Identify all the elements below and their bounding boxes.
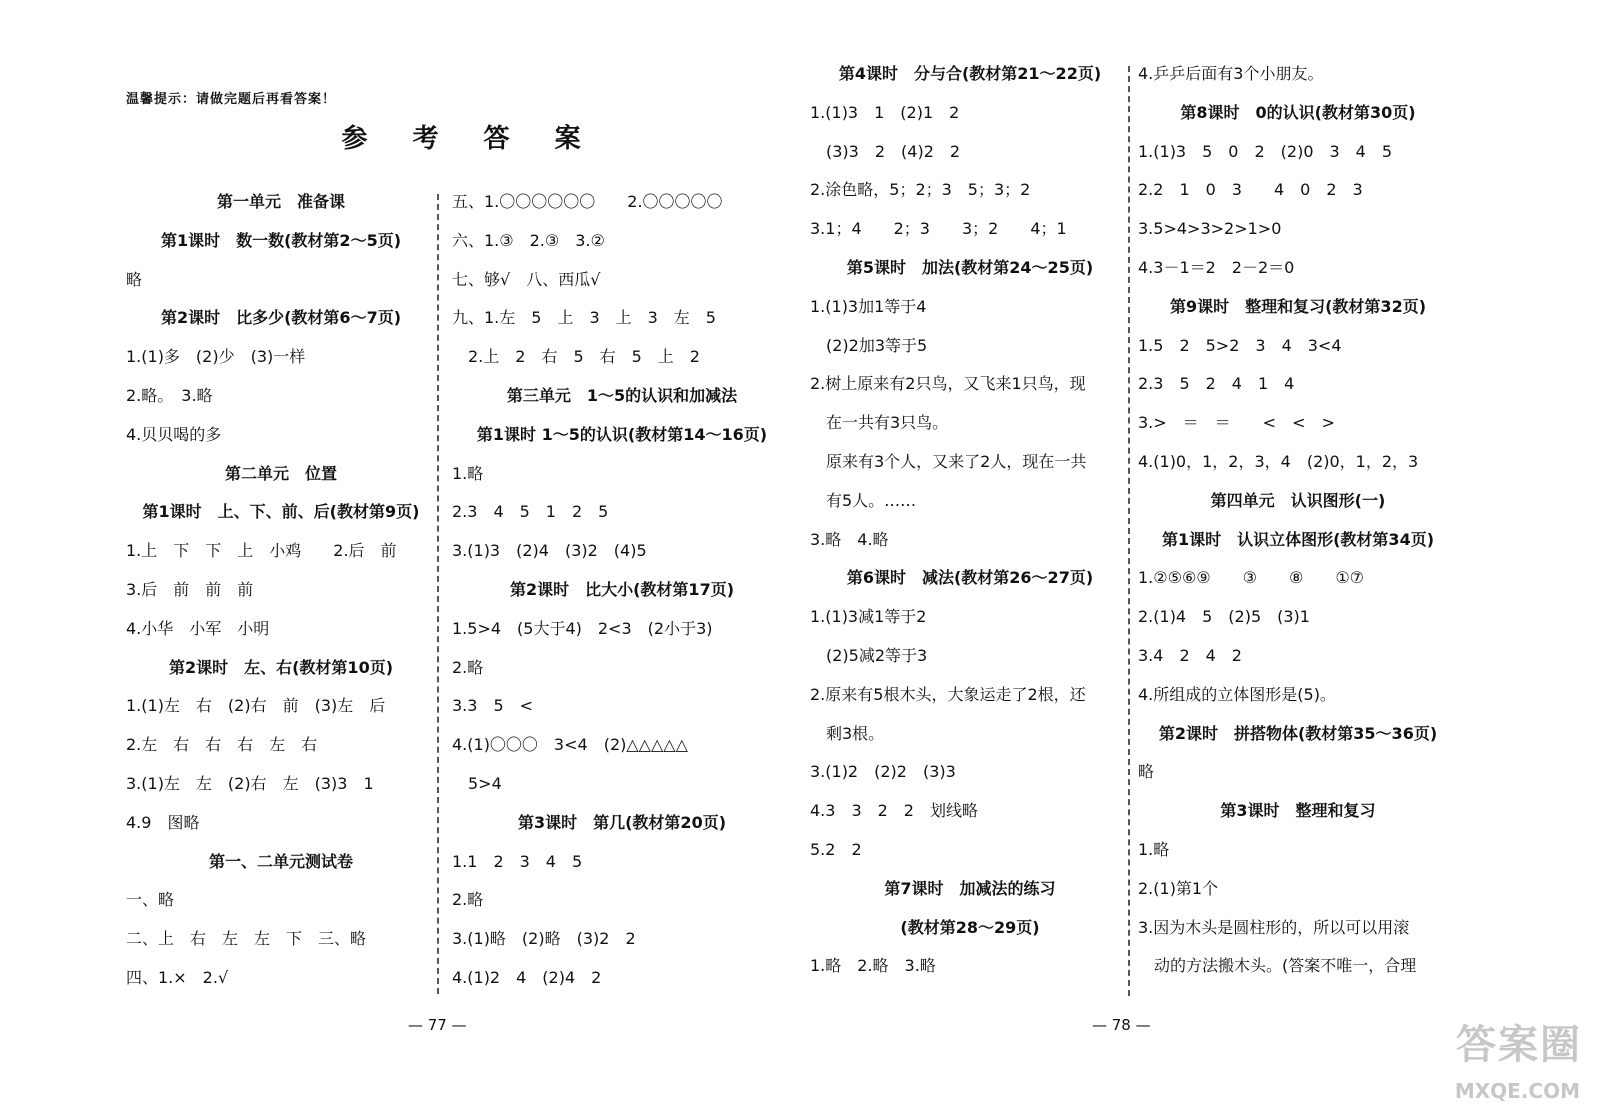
answer-line: 4.3－1＝2 2－2＝0 bbox=[1138, 258, 1295, 277]
answer-line: 七、够√ 八、西瓜√ bbox=[452, 269, 601, 289]
answer-line: 1.略 bbox=[452, 463, 484, 483]
answer-line: 1.1 2 3 4 5 bbox=[452, 851, 583, 871]
answer-line: 5.2 2 bbox=[810, 840, 862, 859]
watermark-url: MXQE.COM bbox=[1454, 1079, 1580, 1103]
answer-line: 3.(1)2 (2)2 (3)3 bbox=[810, 762, 956, 782]
answer-line: 1.略 2.略 3.略 bbox=[810, 956, 936, 976]
section-heading: 第7课时 加减法的练习 bbox=[884, 878, 1056, 898]
answer-line: 3.后 前 前 前 bbox=[126, 580, 254, 599]
answer-line: 1.②⑤⑥⑨ ③ ⑧ ①⑦ bbox=[1138, 568, 1365, 588]
answer-line: 4.(1)〇〇〇 3<4 (2)△△△△△ bbox=[452, 735, 688, 755]
watermark-logo bbox=[1372, 1013, 1582, 1103]
section-heading: 第2课时 拼搭物体(教材第35～36页) bbox=[1158, 723, 1438, 743]
section-heading: 第2课时 左、右(教材第10页) bbox=[168, 657, 394, 677]
answer-line: 2.(1)4 5 (2)5 (3)1 bbox=[1138, 607, 1310, 627]
section-heading: 第2课时 比多少(教材第6～7页) bbox=[160, 308, 402, 328]
answer-line: 九、1.左 5 上 3 上 3 左 5 bbox=[452, 308, 716, 328]
answer-line: 在一共有3只鸟。 bbox=[810, 413, 949, 433]
answer-line: 2.2 1 0 3 4 0 2 3 bbox=[1138, 180, 1363, 200]
answer-line: 2.3 4 5 1 2 5 bbox=[452, 502, 609, 522]
answer-line: 3.1；4 2；3 3；2 4；1 bbox=[810, 219, 1067, 239]
answer-line: 剩3根。 bbox=[810, 723, 885, 743]
answer-line: 4.乒乒后面有3个小朋友。 bbox=[1138, 64, 1324, 83]
section-heading: 第三单元 1～5的认识和加减法 bbox=[506, 386, 738, 405]
answer-line: 1.(1)3 1 (2)1 2 bbox=[810, 102, 960, 122]
page-number-left: — 77 — bbox=[408, 1016, 467, 1034]
section-heading: 第1课时 数一数(教材第2～5页) bbox=[160, 230, 402, 250]
section-heading: 第1课时 上、下、前、后(教材第9页) bbox=[142, 502, 420, 522]
answer-line: 2.原来有5根木头，大象运走了2根，还 bbox=[810, 684, 1086, 704]
answer-line: 略 bbox=[1138, 762, 1155, 782]
answer-line: 六、1.③ 2.③ 3.② bbox=[452, 230, 605, 250]
answer-line: 4.9 图略 bbox=[126, 812, 200, 832]
section-heading: 第1课时 认识立体图形(教材第34页) bbox=[1161, 529, 1435, 549]
answer-line: 2.上 2 右 5 右 5 上 2 bbox=[452, 347, 700, 367]
answer-line: 1.(1)多 (2)少 (3)一样 bbox=[126, 347, 306, 367]
section-heading: 第3课时 整理和复习 bbox=[1220, 801, 1376, 821]
page-number-right: — 78 — bbox=[1092, 1016, 1151, 1034]
answer-line: 1.上 下 下 上 小鸡 2.后 前 bbox=[126, 541, 397, 561]
answer-line: 2.(1)第1个 bbox=[1138, 878, 1219, 898]
tip-text: 温馨提示：请做完题后再看答案！ bbox=[126, 92, 337, 107]
answer-line: 4.(1)0，1，2，3，4 (2)0，1，2，3 bbox=[1138, 452, 1419, 471]
answer-line: 1.5>4 (5大于4) 2<3 (2小于3) bbox=[452, 618, 713, 638]
answer-line: 3.(1)左 左 (2)右 左 (3)3 1 bbox=[126, 774, 374, 793]
answer-line: 2.左 右 右 右 左 右 bbox=[126, 735, 318, 755]
answer-line: 1.5 2 5>2 3 4 3<4 bbox=[1138, 335, 1342, 355]
answer-line: 3.5>4>3>2>1>0 bbox=[1138, 219, 1282, 239]
section-heading: 第一、二单元测试卷 bbox=[208, 851, 353, 871]
answer-line: 4.(1)2 4 (2)4 2 bbox=[452, 968, 602, 987]
section-heading: 第四单元 认识图形(一) bbox=[1210, 490, 1386, 510]
answer-line: 2.略。 3.略 bbox=[126, 386, 213, 405]
section-heading: 第3课时 第几(教材第20页) bbox=[517, 812, 727, 832]
answer-line: 3.(1)略 (2)略 (3)2 2 bbox=[452, 929, 636, 949]
answer-line: 二、上 右 左 左 下 三、略 bbox=[126, 929, 367, 949]
answer-line: (2)2加3等于5 bbox=[810, 335, 928, 355]
answer-line: 一、略 bbox=[126, 890, 175, 910]
answer-line: 1.(1)左 右 (2)右 前 (3)左 后 bbox=[126, 696, 386, 716]
column-divider bbox=[437, 194, 439, 994]
section-heading: (教材第28～29页) bbox=[900, 917, 1040, 937]
answer-line: 3.因为木头是圆柱形的，所以可以用滚 bbox=[1138, 917, 1410, 937]
answer-line: 3.(1)3 (2)4 (3)2 (4)5 bbox=[452, 541, 647, 561]
answer-line: 五、1.〇〇〇〇〇〇 2.〇〇〇〇〇 bbox=[452, 192, 723, 211]
answer-line: 原来有3个人，又来了2人，现在一共 bbox=[810, 452, 1087, 471]
section-heading: 第6课时 减法(教材第26～27页) bbox=[846, 568, 1094, 588]
answer-line: (3)3 2 (4)2 2 bbox=[810, 141, 961, 161]
section-heading: 第1课时 1～5的认识(教材第14～16页) bbox=[476, 424, 768, 444]
watermark-title: 答案圈 bbox=[1456, 1022, 1582, 1068]
answer-line: 有5人。…… bbox=[810, 490, 917, 510]
section-heading: 第4课时 分与合(教材第21～22页) bbox=[838, 64, 1102, 83]
column-divider-right bbox=[1128, 66, 1130, 996]
answer-line: (2)5减2等于3 bbox=[810, 646, 928, 665]
answer-line: 3.3 5 < bbox=[452, 696, 534, 716]
section-heading: 第5课时 加法(教材第24～25页) bbox=[846, 258, 1094, 277]
answer-line: 4.贝贝喝的多 bbox=[126, 424, 222, 444]
answer-line: 四、1.× 2.√ bbox=[126, 968, 229, 987]
answer-line: 2.略 bbox=[452, 657, 484, 677]
answer-line: 2.涂色略，5；2；3 5；3；2 bbox=[810, 180, 1031, 200]
answer-line: 1.略 bbox=[1138, 840, 1170, 859]
answer-line: 2.略 bbox=[452, 890, 484, 910]
answer-line: 1.(1)3减1等于2 bbox=[810, 607, 927, 627]
answer-line: 2.树上原来有2只鸟，又飞来1只鸟，现 bbox=[810, 374, 1086, 394]
answer-line: 3.4 2 4 2 bbox=[1138, 646, 1242, 665]
answer-line: 动的方法搬木头。(答案不唯一，合理 bbox=[1138, 956, 1417, 976]
answer-line: 5>4 bbox=[452, 774, 502, 793]
section-heading: 第9课时 整理和复习(教材第32页) bbox=[1169, 296, 1427, 316]
section-heading: 第一单元 准备课 bbox=[216, 192, 345, 211]
answer-line: 1.(1)3 5 0 2 (2)0 3 4 5 bbox=[1138, 141, 1393, 161]
answer-line: 4.小华 小军 小明 bbox=[126, 618, 270, 638]
answer-line: 略 bbox=[126, 269, 143, 289]
answer-line: 3.略 4.略 bbox=[810, 529, 889, 549]
answer-line: 4.所组成的立体图形是(5)。 bbox=[1138, 684, 1336, 704]
answer-line: 1.(1)3加1等于4 bbox=[810, 296, 927, 316]
answer-line: 4.3 3 2 2 划线略 bbox=[810, 801, 978, 821]
answer-line: 3.> ＝ ＝ < < > bbox=[1138, 413, 1335, 433]
page-title: 参 考 答 案 bbox=[341, 124, 599, 154]
section-heading: 第8课时 0的认识(教材第30页) bbox=[1180, 102, 1416, 122]
section-heading: 第二单元 位置 bbox=[224, 463, 337, 483]
section-heading: 第2课时 比大小(教材第17页) bbox=[509, 580, 735, 599]
answer-line: 2.3 5 2 4 1 4 bbox=[1138, 374, 1295, 394]
